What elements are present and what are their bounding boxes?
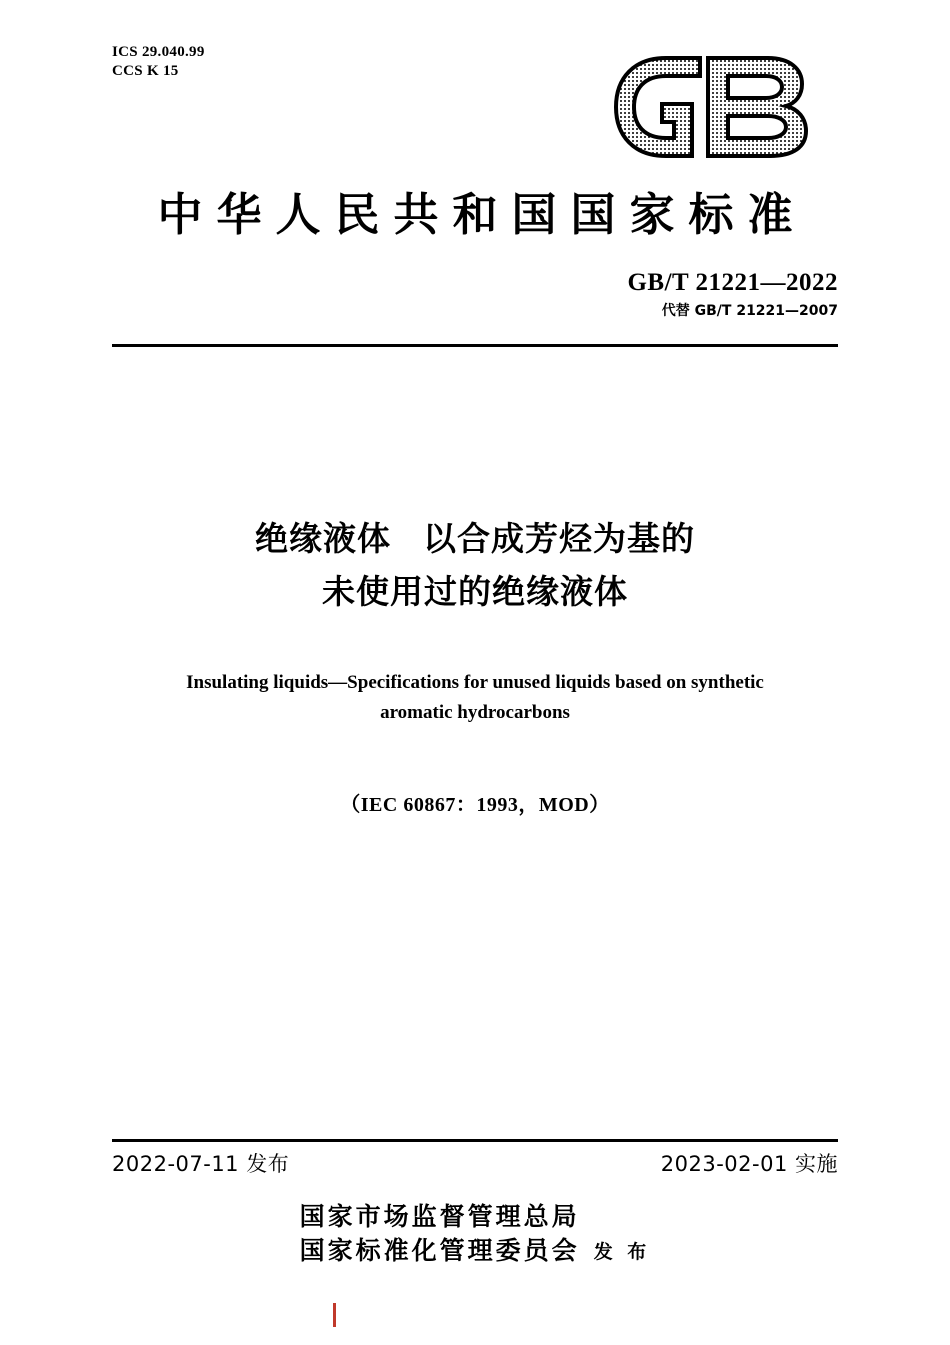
publisher-block — [0, 1200, 950, 1268]
iec-reference: （IEC 60867：1993，MOD） — [340, 794, 610, 816]
implementation-date: 2023-02-01 实施 — [660, 1152, 838, 1176]
title-cn-part2: 以合成芳烃为基的 — [423, 519, 695, 558]
national-standard-heading: 中华人民共和国国家标准 — [157, 188, 807, 241]
document-title-cn-line2: 未使用过的绝缘液体 — [322, 572, 628, 611]
gb-logo-icon — [608, 52, 838, 162]
print-registration-mark — [333, 1303, 336, 1327]
publisher-verb: 发 布 — [593, 1241, 651, 1263]
document-title-en — [150, 668, 800, 728]
standard-number: GB/T 21221—2022 — [627, 269, 838, 296]
document-title-cn — [0, 512, 950, 618]
document-title-en-line2: aromatic hydrocarbons — [380, 702, 570, 723]
divider-top — [112, 344, 838, 347]
document-title-cn-line1 — [0, 512, 950, 565]
publisher-names — [300, 1200, 580, 1268]
ccs-code: CCS K 15 — [112, 63, 179, 79]
divider-bottom — [112, 1139, 838, 1142]
issue-date: 2022-07-11 发布 — [112, 1152, 290, 1176]
publisher-line2: 国家标准化管理委员会 — [299, 1236, 580, 1265]
ics-code: ICS 29.040.99 — [112, 44, 205, 60]
document-title-en-line1: Insulating liquids—Specifications for unused liquids based on synthetic — [186, 672, 764, 693]
classification-codes — [112, 43, 205, 81]
publisher-line1: 国家市场监督管理总局 — [299, 1202, 580, 1231]
title-cn-part1: 绝缘液体 — [255, 519, 391, 558]
standard-replaces: 代替 GB/T 21221—2007 — [661, 303, 838, 319]
standard-number-block — [627, 268, 838, 322]
